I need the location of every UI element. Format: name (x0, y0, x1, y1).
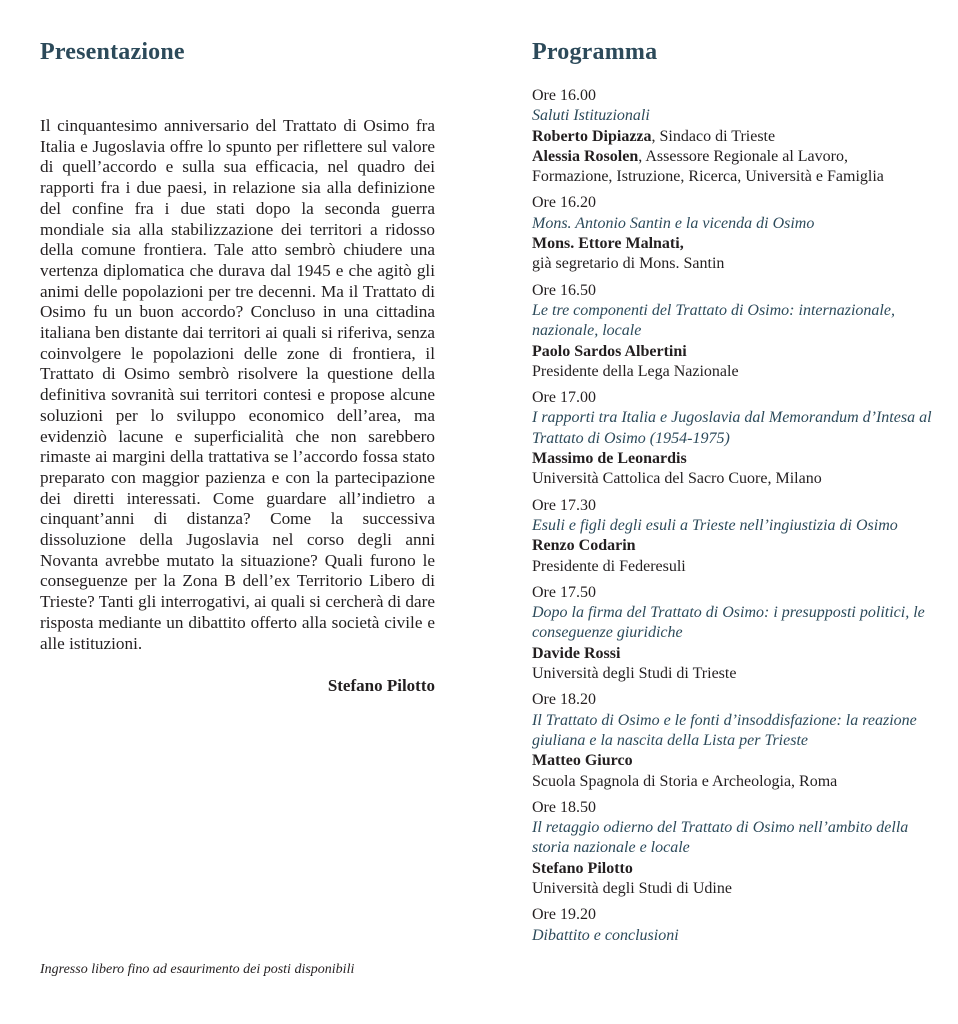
slot-speaker (532, 859, 932, 900)
slot-speaker (532, 342, 932, 383)
speaker-name: Massimo de Leonardis (532, 450, 687, 468)
slot-title: Dopo la firma del Trattato di Osimo: i presupposti politici, le conseguenze giuridiche (532, 604, 925, 642)
slot-speaker (532, 751, 932, 792)
speaker-role: già segretario di Mons. Santin (532, 255, 725, 273)
slot-speaker (532, 127, 932, 147)
footer-note: Ingresso libero fino ad esaurimento dei posti disponibili (40, 962, 355, 977)
speaker-role: Università degli Studi di Trieste (532, 665, 737, 683)
slot-time: Ore 18.20 (532, 691, 596, 709)
slot-speaker (532, 536, 932, 577)
slot-time: Ore 17.00 (532, 389, 596, 407)
program-slot (532, 388, 932, 489)
program-slot (532, 583, 932, 684)
slot-title: Il Trattato di Osimo e le fonti d’insoddisfazione: la reazione giuliana e la nascita della Lista per Trieste (532, 711, 917, 749)
speaker-role: , Assessore Regionale al Lavoro, Formazione, Istruzione, Ricerca, Università e Famiglia (532, 147, 884, 186)
slot-time: Ore 16.00 (532, 87, 596, 104)
slot-title: Il retaggio odierno del Trattato di Osimo nell’ambito della storia nazionale e locale (532, 819, 909, 857)
speaker-role: Università degli Studi di Udine (532, 879, 732, 897)
slot-speaker (532, 449, 932, 490)
speaker-role: Presidente della Lega Nazionale (532, 362, 739, 380)
program-slot (532, 193, 932, 274)
presentazione-paragraph: Il cinquantesimo anniversario del Trattato di Osimo fra Italia e Jugoslavia offre lo spunto per riflettere sul valore di quell’accordo e sulla sua efficacia, nel quadro dei rapporti fra i due paesi, in relazione sia alla definizione del confine fra i due stati dopo la seconda guerra mondiale sia alla stabilizzazione dei territori a ridosso della comune frontiera. Tale atto sembrò chiudere una vertenza diplomatica che durava dal 1945 e che agitò gli animi delle popolazioni per tre decenni. Ma il Trattato di Osimo fu un buon accordo? Concluso in una cittadina italiana ben distante dai territori ai quali si riferiva, senza coinvolgere le popolazioni delle zone di frontiera, il Trattato di Osimo sembrò risolvere la questione della definitiva sovranità sui territori contesi e propose alcune soluzioni per lo sviluppo economico dell’area, ma evidenziò lacune e superficialità che non sarebbero rimaste ai margini della trattativa se l’accordo fossa stato preparato con maggior pazienza e con la partecipazione dei diretti interessati. Come guardare all’indietro a cinquant’anni di distanza? Come la successiva dissoluzione della Jugoslavia nel corso degli anni Novanta avrebbe mutato la situazione? Quali furono le conseguenze per la Zona B dell’ex Territorio Libero di Trieste? Tanti gli interrogativi, ai quali si cercherà di dare risposta mediante un dibattito offerto alla società civile e alle istituzioni. (40, 116, 435, 653)
programma-heading: Programma (532, 39, 658, 65)
speaker-name: Stefano Pilotto (532, 859, 633, 877)
slot-time: Ore 16.50 (532, 281, 596, 299)
slot-time: Ore 17.50 (532, 583, 596, 601)
program-slot (532, 905, 932, 946)
speaker-name: Renzo Codarin (532, 537, 636, 555)
slot-title: Saluti Istituzionali (532, 107, 650, 125)
speaker-role: Presidente di Federesuli (532, 557, 686, 575)
slot-title: Esuli e figli degli esuli a Trieste nell’ingiustizia di Osimo (532, 516, 898, 534)
speaker-role: , Sindaco di Trieste (651, 127, 776, 145)
speaker-role: Università Cattolica del Sacro Cuore, Milano (532, 470, 822, 488)
program-slot (532, 798, 932, 899)
program-slot (532, 86, 932, 187)
programma-column (532, 36, 932, 952)
speaker-name: Matteo Giurco (532, 752, 633, 770)
slot-title: Dibattito e conclusioni (532, 926, 679, 944)
presentazione-heading: Presentazione (40, 39, 185, 65)
program-slot (532, 496, 932, 577)
slot-title: Mons. Antonio Santin e la vicenda di Osimo (532, 214, 815, 232)
presentazione-column (40, 36, 435, 696)
programma-list (532, 86, 932, 946)
signature: Stefano Pilotto (327, 676, 435, 696)
slot-speaker (532, 234, 932, 275)
slot-title: I rapporti tra Italia e Jugoslavia dal Memorandum d’Intesa al Trattato di Osimo (1954-1975) (532, 409, 932, 447)
slot-time: Ore 17.30 (532, 496, 596, 514)
speaker-name: Alessia Rosolen (532, 147, 639, 165)
program-slot (532, 690, 932, 791)
speaker-role: Scuola Spagnola di Storia e Archeologia, Roma (532, 772, 838, 790)
speaker-name: Paolo Sardos Albertini (532, 342, 687, 360)
slot-title: Le tre componenti del Trattato di Osimo: internazionale, nazionale, locale (532, 301, 895, 340)
speaker-name: Davide Rossi (532, 644, 621, 662)
program-slot (532, 281, 932, 382)
slot-time: Ore 16.20 (532, 194, 596, 212)
speaker-name: Mons. Ettore Malnati, (532, 235, 684, 253)
slot-time: Ore 18.50 (532, 798, 596, 816)
slot-speaker (532, 147, 932, 188)
speaker-name: Roberto Dipiazza (532, 127, 652, 145)
presentazione-body (40, 116, 435, 654)
slot-time: Ore 19.20 (532, 906, 596, 924)
slot-speaker (532, 644, 932, 685)
